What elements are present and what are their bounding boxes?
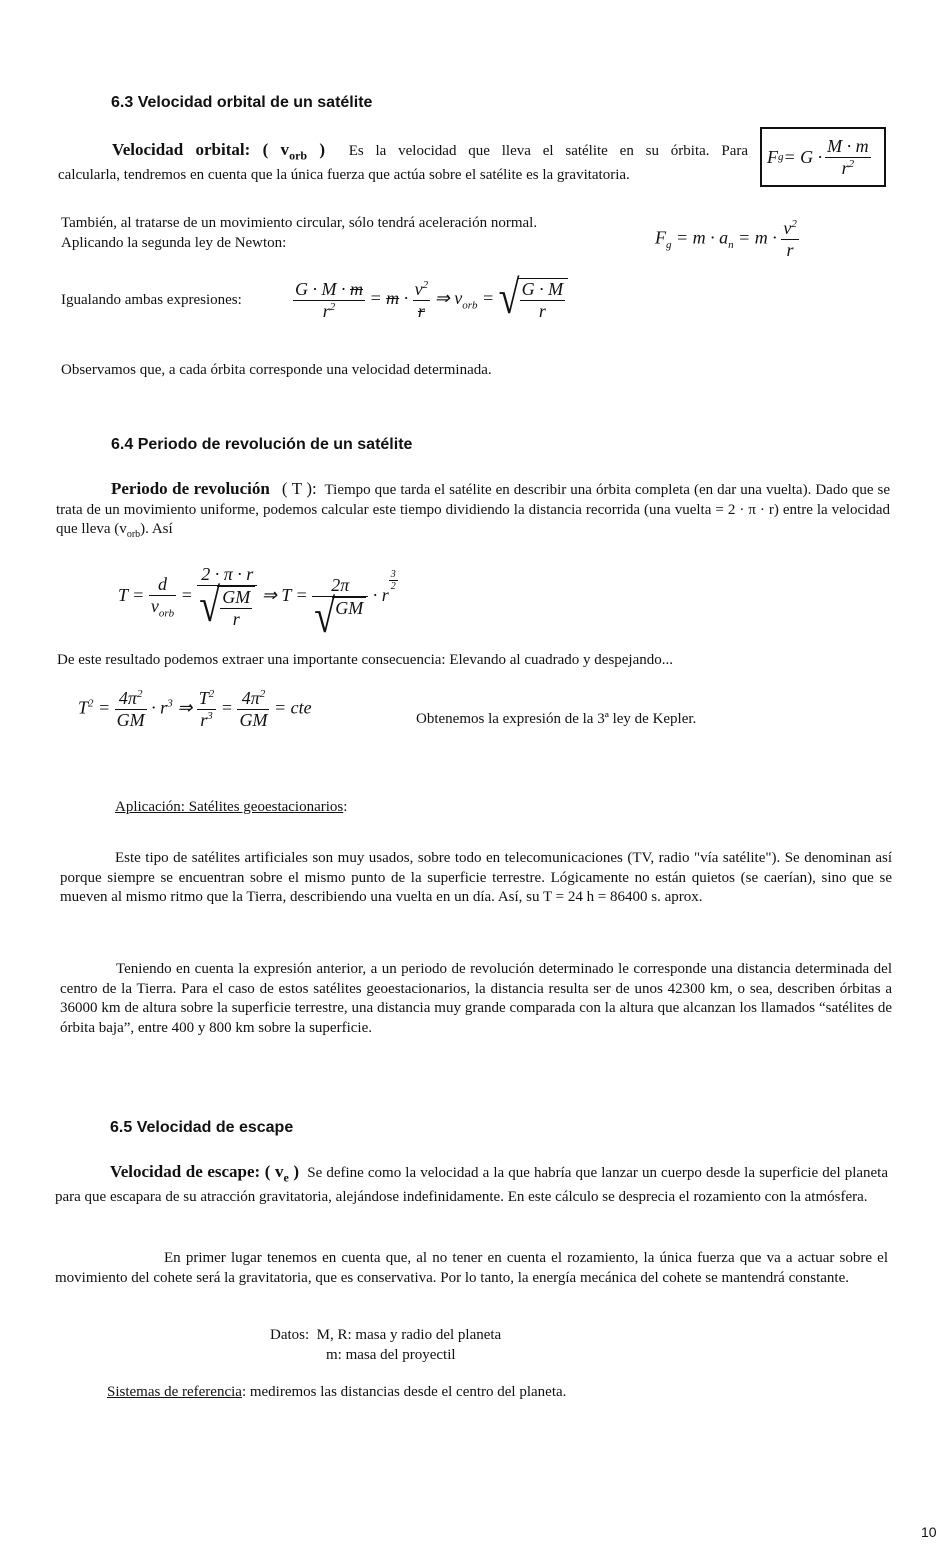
paragraph-line: También, al tratarse de un movimiento circular, sólo tendrá aceleración normal.	[61, 215, 538, 231]
paragraph-geostationary-1: Este tipo de satélites artificiales son muy usados, sobre todo en telecomunicaciones (TV, radio "vía satélite"). Se denominan así porque siempre se encuentran sobre el mismo punto de la superficie terrestre. Lógicamente no están quietos (se caerían), sino que se mueven al mismo ritmo que la Tierra, describiendo una vuelta en un día. Así, su T = 24 h = 86400 s. aprox.	[60, 850, 892, 905]
section-heading-6-3: 6.3 Velocidad orbital de un satélite	[111, 94, 373, 111]
kepler-note: Obtenemos la expresión de la 3ª ley de Kepler.	[416, 711, 697, 727]
paragraph-geostationary-2: Teniendo en cuenta la expresión anterior, a un periodo de revolución determinado le corresponde una distancia determinada del centro de la Tierra. Para el caso de estos satélites geoestacionarios, la distancia resulta ser de unos 42300 km, o sea, describen órbitas a 36000 km de altura sobre la superficie terrestre, una distancia muy grande comparada con la altura que alcanzan los llamados “satélites de órbita baja”, entre 400 y 800 km sobre la superficie.	[60, 961, 892, 1036]
section-heading-6-5: 6.5 Velocidad de escape	[110, 1119, 294, 1136]
formula-kepler-third-law: $T^2$ = $\frac{4\pi^2}{GM}$ · $r^3$ ⇒ $\frac{T^2}{r^3}$ = $\frac{4\pi^2}{GM}$ = cte	[78, 688, 312, 730]
formula-newton-second-law: $F_g = m \cdot a_n = m$ · $\frac{v^2}{r}$	[655, 218, 797, 260]
formula-orbital-velocity: $\frac{G \cdot M \cdot m}{r^2}$ = m · $\frac{v^2}{r}$ ⇒ $v_{orb}$ = √ $\frac{G \cdot M}{r}$	[293, 278, 568, 322]
paragraph-circular-motion	[61, 214, 661, 253]
term-velocidad-orbital: Velocidad orbital: ( $v_{orb}$ )	[112, 140, 326, 163]
paragraph-velocidad-orbital	[58, 140, 748, 185]
paragraph-consequence: De este resultado podemos extraer una importante consecuencia: Elevando al cuadrado y despejando...	[57, 652, 674, 668]
section-heading-6-4: 6.4 Periodo de revolución de un satélite	[111, 436, 413, 453]
paragraph-conclusion: Observamos que, a cada órbita corresponde una velocidad determinada.	[61, 362, 492, 378]
page-number: 10	[921, 1524, 937, 1540]
term-periodo-revolucion: Periodo de revolución	[111, 479, 270, 498]
data-block	[270, 1325, 501, 1365]
datos-label: Datos:	[270, 1327, 310, 1343]
reference-systems: Sistemas de referencia: mediremos las distancias desde el centro del planeta.	[107, 1384, 567, 1400]
paragraph-line-2: calcularla, tendremos en cuenta que la única fuerza que actúa sobre el satélite es la gravitatoria.	[58, 166, 630, 183]
paragraph-periodo-revolucion: Periodo de revolución ( T ): Tiempo que tarda el satélite en describir una órbita completa (en dar una vuelta). Dado que se trata de un movimiento uniforme, podemos calcular este tiempo dividiendo la distancia recorrida (una vuelta = 2 · π · r) entre la velocidad que lleva $(v_{orb})$. Así	[56, 479, 891, 540]
paragraph-line-1	[58, 140, 748, 166]
datos-item: M, R: masa y radio del planeta	[316, 1327, 502, 1343]
label-equating: Igualando ambas expresiones:	[61, 292, 242, 308]
formula-period: T = d $v_{orb}$ = 2 · π · r √ $\frac{GM}{r}$ ⇒ T = 2π √ GM · r $^{\frac{3}{2}}$	[118, 564, 398, 630]
paragraph-velocidad-escape: Velocidad de escape: ( $v_e$ ) Se define como la velocidad a la que habría que lanzar un cuerpo desde la superficie del planeta para que escapara de su atracción gravitatoria, alejándose indefinidamente. En este cálculo se desprecia el rozamiento con la atmósfera.	[55, 1162, 889, 1205]
paragraph-energy-conservation: En primer lugar tenemos en cuenta que, al no tener en cuenta el rozamiento, la única fuerza que va a actuar sobre el movimiento del cohete será la gravitatoria, que es conservativa. Por lo tanto, la energía mecánica del cohete se mantendrá constante.	[55, 1250, 888, 1286]
paragraph-line: Aplicando la segunda ley de Newton:	[61, 234, 287, 251]
term-symbol: ( T ):	[281, 479, 317, 498]
formula-gravitational-force: F g = G · M · m $r^2$	[760, 127, 886, 187]
paragraph-text: Es la velocidad que lleva el satélite en su órbita. Para	[348, 143, 749, 159]
term-velocidad-escape: Velocidad de escape	[110, 1162, 255, 1181]
datos-item: m: masa del proyectil	[326, 1347, 456, 1363]
application-title: Aplicación: Satélites geoestacionarios:	[115, 799, 348, 815]
